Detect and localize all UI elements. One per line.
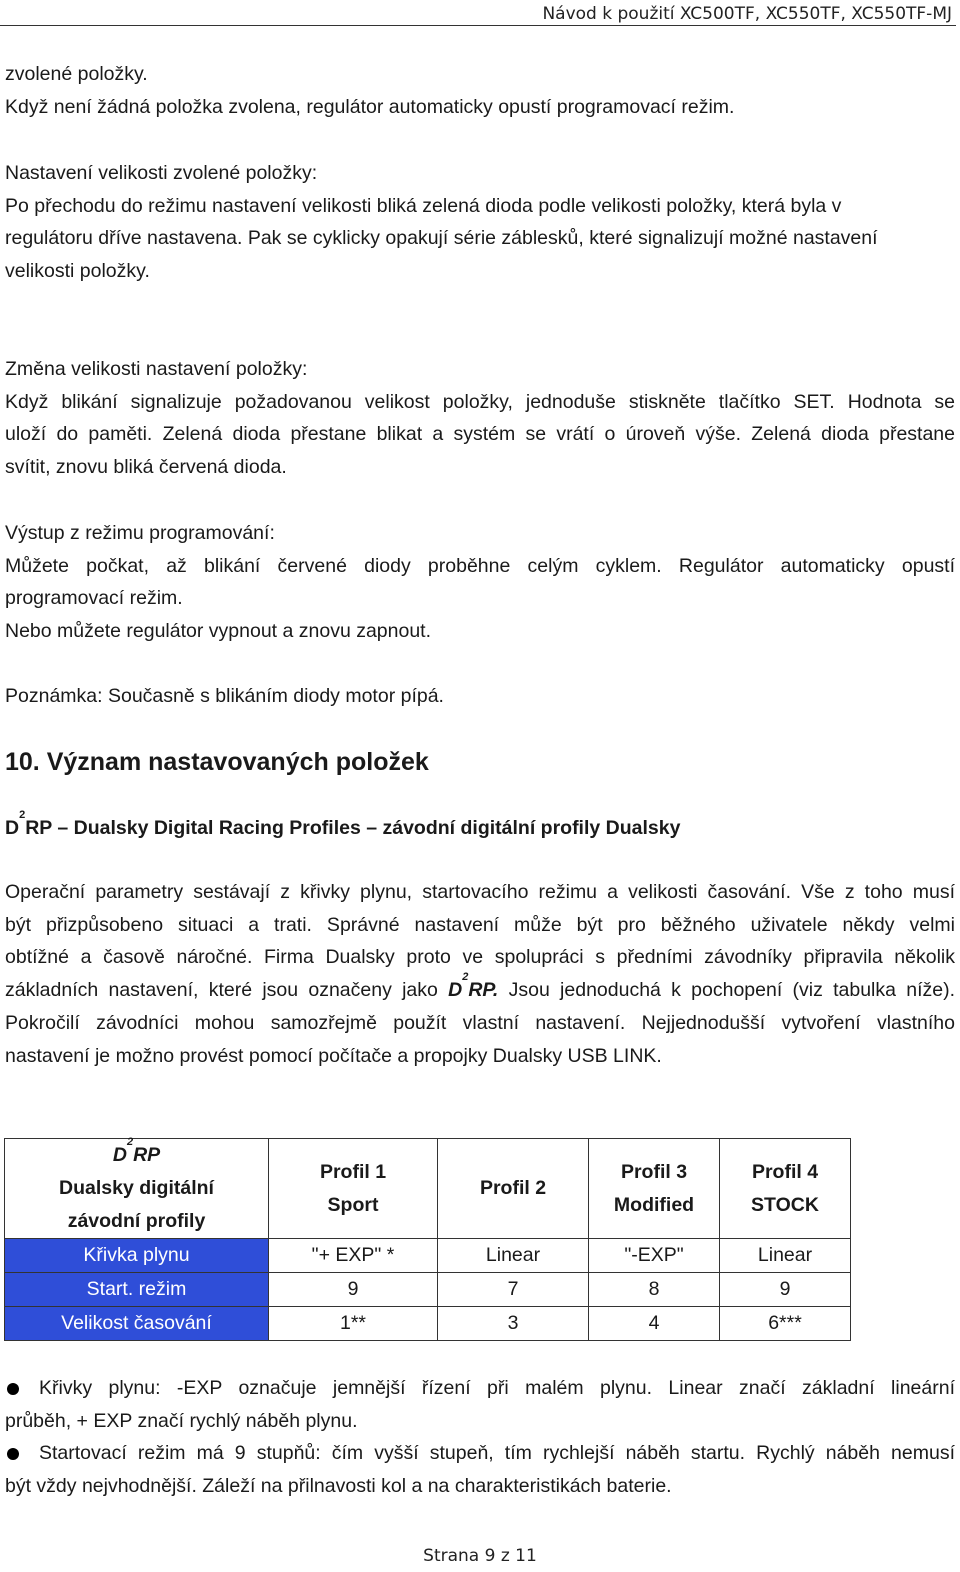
header-rule	[0, 25, 956, 26]
table-cell: 7	[438, 1273, 589, 1307]
bullet-list	[5, 1372, 955, 1503]
profile-header-cell	[589, 1139, 720, 1239]
profile-subname: Sport	[327, 1193, 379, 1216]
paragraph-exit	[5, 517, 955, 648]
bullet-item	[5, 1372, 955, 1405]
table-cell: "-EXP"	[589, 1239, 720, 1273]
table-cell: "+ EXP" *	[269, 1239, 438, 1273]
bullet-dot-icon	[7, 1448, 19, 1460]
d2rp-superscript: 2	[462, 971, 469, 984]
text-fragment: Startovací režim má 9 stupňů: čím vyšší stupeň, tím rychlejší náběh startu. Rychlý náběh nemusí	[39, 1442, 955, 1465]
profile-subname: Modified	[613, 1193, 695, 1216]
table-cell: 8	[589, 1273, 720, 1307]
text-line: Po přechodu do režimu nastavení velikosti bliká zelená dioda podle velikosti položky, která byla v	[5, 194, 842, 217]
table-cell: Linear	[720, 1239, 851, 1273]
profile-name: Profil 2	[479, 1177, 547, 1199]
table-cell: 9	[720, 1273, 851, 1307]
text-line: nastavení je možno provést pomocí počítače a propojky Dualsky USB LINK.	[5, 1044, 662, 1067]
text-fragment: základních nastavení, které jsou označeny jako	[5, 979, 449, 1002]
text-line: regulátoru dříve nastavena. Pak se cyklicky opakují série záblesků, které signalizují možné nastavení	[5, 227, 878, 250]
text-fragment: Jsou jednoduchá k pochopení (viz tabulka níže).	[498, 979, 955, 1002]
corner-rp: RP	[133, 1144, 161, 1166]
corner-superscript: 2	[126, 1136, 134, 1148]
table-cell: 3	[438, 1307, 589, 1341]
d2rp-d: D	[448, 979, 463, 1002]
profile-header-cell	[269, 1139, 438, 1239]
table-cell: 6***	[720, 1307, 851, 1341]
text-line: Nastavení velikosti zvolené položky:	[5, 162, 318, 184]
text-line: Můžete počkat, až blikání červené diody proběhne celým cyklem. Regulátor automaticky opustí	[5, 554, 955, 577]
row-label-cell: Start. režim	[5, 1273, 269, 1307]
text-line: Když blikání signalizuje požadovanou velikost položky, jednoduše stiskněte tlačítko SET. Hodnota se	[5, 390, 955, 413]
profile-name: Profil 3	[620, 1160, 688, 1183]
profile-name: Profil 4	[751, 1160, 819, 1183]
text-line: zvolené položky.	[5, 63, 148, 85]
row-label-cell: Křivka plynu	[5, 1239, 269, 1273]
profiles-table	[4, 1138, 851, 1341]
text-line: velikosti položky.	[5, 260, 150, 283]
text-line: Poznámka: Současně s blikáním diody motor pípá.	[5, 685, 444, 707]
subtitle-rest: RP – Dualsky Digital Racing Profiles – závodní digitální profily Dualsky	[25, 817, 681, 839]
paragraph-note	[5, 680, 955, 713]
text-line: obtížné a časově náročné. Firma Dualsky proto ve spolupráci s předními závodníky připravila několik	[5, 946, 955, 969]
text-line: průběh, + EXP značí rychlý náběh plynu.	[5, 1409, 358, 1432]
text-line: Nebo můžete regulátor vypnout a znovu zapnout.	[5, 620, 432, 643]
document-header: Návod k použití XC500TF, XC550TF, XC550TF-MJ	[542, 4, 952, 24]
text-fragment: Křivky plynu: -EXP označuje jemnější řízení při malém plynu. Linear značí základní lineární	[39, 1377, 955, 1399]
table-row	[5, 1273, 851, 1307]
corner-line: závodní profily	[67, 1210, 206, 1232]
table-cell: 4	[589, 1307, 720, 1341]
profile-header-cell	[438, 1139, 589, 1239]
text-line: Když není žádná položka zvolena, regulátor automaticky opustí programovací režim.	[5, 95, 735, 118]
profile-subname: STOCK	[751, 1193, 819, 1216]
table-cell: 9	[269, 1273, 438, 1307]
text-line: programovací režim.	[5, 587, 183, 610]
text-line: Operační parametry sestávají z křivky plynu, startovacího režimu a velikosti časování. Vše z toho musí	[5, 881, 955, 903]
text-line: uloží do paměti. Zelená dioda přestane blikat a systém se vrátí o úroveň výše. Zelená dioda přestane	[5, 423, 955, 446]
table-cell: Linear	[438, 1239, 589, 1273]
text-line: Změna velikosti nastavení položky:	[5, 358, 308, 380]
subtitle-superscript: 2	[19, 809, 26, 821]
table-header-row	[5, 1139, 851, 1239]
table-cell: 1**	[269, 1307, 438, 1341]
page-footer: Strana 9 z 11	[423, 1546, 537, 1566]
paragraph-size-setting	[5, 157, 955, 288]
table-corner-cell	[5, 1136, 269, 1239]
paragraph-size-change	[5, 353, 955, 484]
table-row	[5, 1307, 851, 1341]
subtitle-d: D	[5, 817, 20, 839]
profile-header-cell	[720, 1139, 851, 1239]
paragraph-intro	[5, 58, 955, 123]
bullet-dot-icon	[7, 1383, 19, 1395]
corner-d: D	[112, 1144, 127, 1166]
profile-name: Profil 1	[319, 1160, 387, 1183]
paragraph-d2rp-description	[5, 876, 955, 1072]
row-label-cell: Velikost časování	[5, 1307, 269, 1341]
text-line	[5, 971, 955, 1007]
text-line: Výstup z režimu programování:	[5, 522, 275, 544]
d2rp-rp: RP.	[468, 979, 499, 1002]
text-line: svítit, znovu bliká červená dioda.	[5, 456, 287, 479]
table-row	[5, 1239, 851, 1273]
bullet-item	[5, 1437, 955, 1470]
text-line: Pokročilí závodníci mohou samozřejmě použít vlastní nastavení. Nejjednodušší vytvoření vlastního	[5, 1011, 955, 1034]
section-title: 10. Význam nastavovaných položek	[5, 748, 429, 776]
corner-line: Dualsky digitální	[59, 1177, 214, 1199]
section-subtitle	[5, 809, 681, 844]
text-line: být přizpůsobeno situaci a trati. Správné nastavení může být pro běžného uživatele někdy velmi	[5, 913, 955, 936]
text-line: být vždy nejvhodnější. Záleží na přilnavosti kol a na charakteristikách baterie.	[5, 1475, 672, 1498]
